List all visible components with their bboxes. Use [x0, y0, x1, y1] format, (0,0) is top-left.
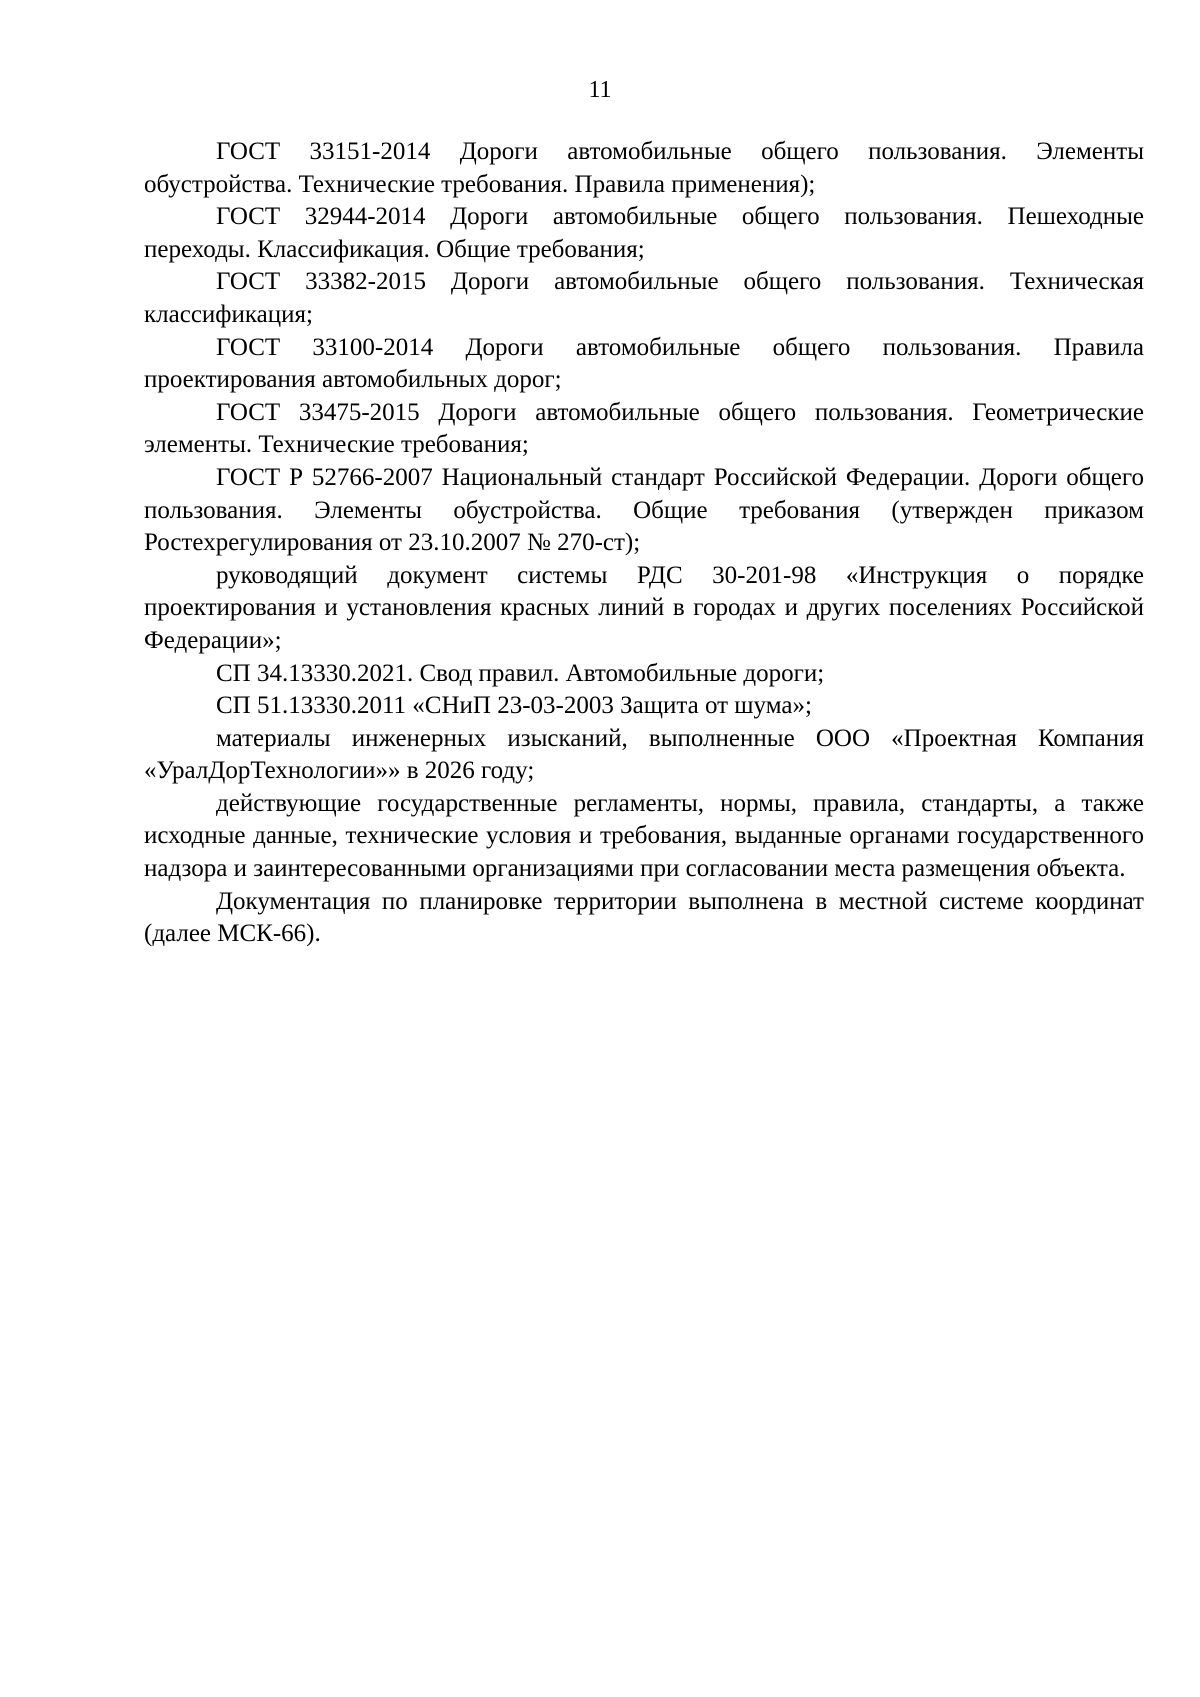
paragraph-gost-33382: ГОСТ 33382-2015 Дороги автомобильные общего пользования. Техническая классификация;	[144, 268, 1144, 328]
paragraph-gost-32944: ГОСТ 32944-2014 Дороги автомобильные общего пользования. Пешеходные переходы. Классификация. Общие требования;	[144, 203, 1144, 263]
paragraph-regulations: действующие государственные регламенты, нормы, правила, стандарты, а также исходные данные, технические условия и требования, выданные органами государственного надзора и заинтересованными организациями при согласовании места размещения объекта.	[144, 789, 1144, 883]
paragraph-gost-33475: ГОСТ 33475-2015 Дороги автомобильные общего пользования. Геометрические элементы. Технические требования;	[144, 398, 1144, 459]
page-number: 11	[588, 77, 612, 103]
paragraph-gost-33151: ГОСТ 33151-2014 Дороги автомобильные общего пользования. Элементы обустройства. Технические требования. Правила применения);	[144, 138, 1144, 198]
paragraph-gost-33100: ГОСТ 33100-2014 Дороги автомобильные общего пользования. Правила проектирования автомобильных дорог;	[144, 333, 1144, 394]
paragraph-sp-51: СП 51.13330.2011 «СНиП 23-03-2003 Защита от шума»;	[216, 692, 812, 720]
document-body	[144, 136, 1144, 951]
paragraph-survey-materials: материалы инженерных изысканий, выполненные ООО «Проектная Компания «УралДорТехнологии»» в 2026 году;	[144, 724, 1144, 785]
paragraph-rds-30-201-98: руководящий документ системы РДС 30-201-98 «Инструкция о порядке проектирования и установления красных линий в городах и других поселениях Российской Федерации»;	[144, 561, 1144, 654]
paragraph-coordinate-system: Документация по планировке территории выполнена в местной системе координат (далее МСК-66).	[144, 887, 1144, 948]
paragraph-sp-34: СП 34.13330.2021. Свод правил. Автомобильные дороги;	[216, 659, 825, 687]
paragraph-gost-r-52766: ГОСТ Р 52766-2007 Национальный стандарт Российской Федерации. Дороги общего пользования. Элементы обустройства. Общие требования (утвержден приказом Ростехрегулирования от 23.10.2007 № 270-ст);	[144, 463, 1144, 557]
